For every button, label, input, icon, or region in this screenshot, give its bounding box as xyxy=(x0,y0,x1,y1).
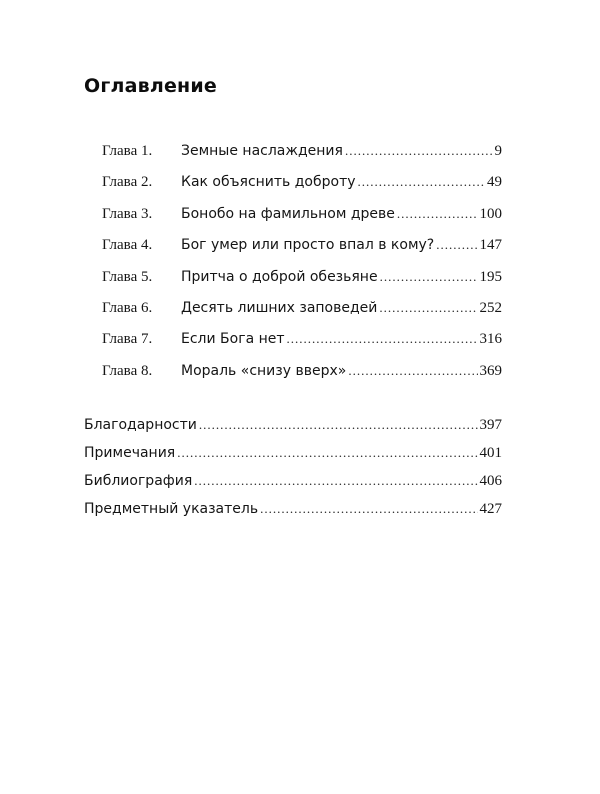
page-number: 427 xyxy=(479,501,502,517)
chapter-number: Глава 7. xyxy=(102,331,153,348)
chapter-title: Земные наслаждения xyxy=(181,143,343,159)
page-number: 401 xyxy=(479,445,502,461)
toc-entry-bibliography xyxy=(84,473,502,501)
toc-heading: Оглавление xyxy=(84,75,217,97)
toc-entry-acknowledgements xyxy=(84,417,502,445)
toc-entry-chapter-7 xyxy=(102,331,502,362)
dot-leader xyxy=(345,143,493,159)
dot-leader xyxy=(379,300,477,316)
chapter-number: Глава 3. xyxy=(102,205,153,222)
page-number: 316 xyxy=(479,331,502,348)
page-number: 252 xyxy=(479,299,502,316)
page-number: 147 xyxy=(479,237,502,254)
toc-entry-chapter-5 xyxy=(102,269,502,300)
toc-entry-subject-index xyxy=(84,501,502,529)
dot-leader xyxy=(397,206,478,222)
dot-leader xyxy=(177,445,477,461)
backmatter-list xyxy=(84,417,502,529)
toc-entry-notes xyxy=(84,445,502,473)
dot-leader xyxy=(358,174,485,190)
page-number: 195 xyxy=(479,268,502,285)
dot-leader xyxy=(199,417,478,433)
chapter-number: Глава 5. xyxy=(102,268,153,285)
dot-leader xyxy=(260,501,477,517)
chapter-title: Бонобо на фамильном древе xyxy=(181,205,395,222)
section-title: Примечания xyxy=(84,445,176,461)
toc-entry-chapter-3 xyxy=(102,206,502,237)
toc-entry-chapter-4 xyxy=(102,237,502,268)
chapter-number: Глава 4. xyxy=(102,237,153,254)
chapter-title: Притча о доброй обезьяне xyxy=(181,268,378,285)
dot-leader xyxy=(194,473,477,489)
page-number: 100 xyxy=(479,205,502,222)
toc-entry-chapter-8 xyxy=(102,363,502,394)
chapter-list xyxy=(102,143,502,394)
chapter-title: Как объяснить доброту xyxy=(181,174,356,191)
chapter-number: Глава 8. xyxy=(102,362,153,379)
page-number: 369 xyxy=(479,362,502,379)
chapter-number: Глава 1. xyxy=(102,143,153,159)
chapter-title: Если Бога нет xyxy=(181,331,285,348)
dot-leader xyxy=(380,269,478,285)
chapter-title: Мораль «снизу вверх» xyxy=(181,362,347,379)
section-title: Благодарности xyxy=(84,417,197,433)
toc-entry-chapter-2 xyxy=(102,174,502,205)
page-number: 9 xyxy=(494,143,502,159)
chapter-title: Десять лишних заповедей xyxy=(181,299,378,316)
chapter-number: Глава 2. xyxy=(102,174,153,191)
chapter-title: Бог умер или просто впал в кому? xyxy=(181,237,435,254)
page-number: 397 xyxy=(479,417,502,433)
dot-leader xyxy=(436,237,477,253)
section-title: Библиография xyxy=(84,473,193,489)
dot-leader xyxy=(287,331,478,347)
page-number: 406 xyxy=(479,473,502,489)
dot-leader xyxy=(348,363,477,379)
toc-entry-chapter-6 xyxy=(102,300,502,331)
page-number: 49 xyxy=(487,174,502,191)
section-title: Предметный указатель xyxy=(84,501,259,517)
chapter-number: Глава 6. xyxy=(102,299,153,316)
toc-entry-chapter-1 xyxy=(102,143,502,174)
